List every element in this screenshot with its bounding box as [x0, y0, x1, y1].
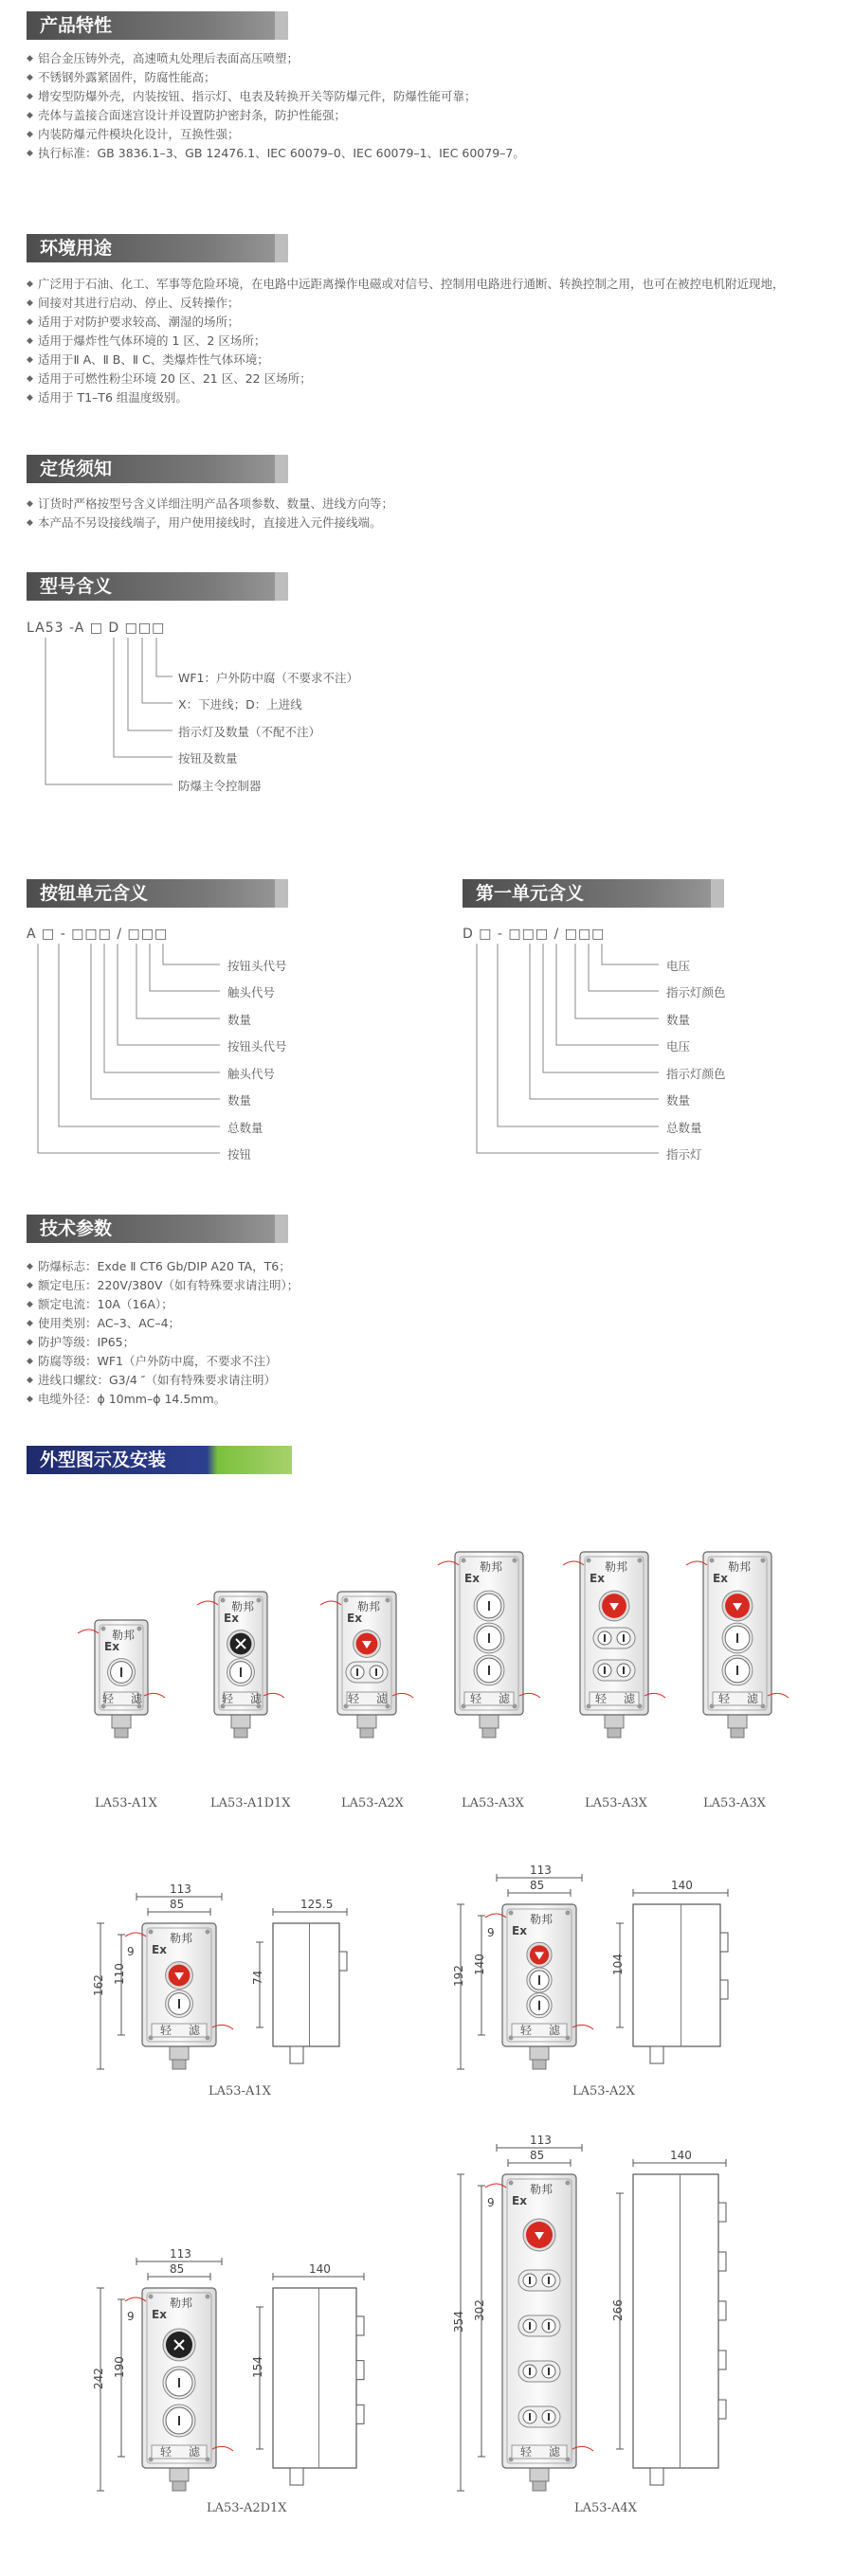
dimension-label: 154 — [251, 2356, 264, 2378]
first-unit-label: 数量 — [666, 1093, 691, 1108]
dimension-label: 113 — [530, 1864, 552, 1877]
dimension-label: 302 — [473, 2299, 486, 2321]
dimension-label: 266 — [611, 2299, 625, 2321]
product-caption: LA53-A3X — [462, 1796, 524, 1810]
dimension-label: 140 — [670, 2149, 692, 2162]
list-item: ◆ 进线口螺纹：G3/4 ″（如有特殊要求请注明） — [27, 1371, 299, 1390]
product-caption: LA53-A1D1X — [210, 1796, 291, 1810]
label-text: 轻 — [222, 1692, 234, 1705]
knob-profile — [339, 1952, 347, 1971]
dimension-label: 190 — [113, 2356, 126, 2378]
drawing-caption: LA53-A2X — [572, 2084, 635, 2099]
label-text: 轻 — [595, 1692, 608, 1705]
cable-gland-icon — [530, 2046, 549, 2060]
section-title-features: 产品特性 — [27, 11, 288, 40]
dimension-label: 9 — [127, 1945, 135, 1958]
dimension-label: 113 — [530, 2134, 552, 2147]
drawing-caption: LA53-A4X — [574, 2501, 637, 2515]
list-item: ◆ 防爆标志：Exde Ⅱ CT6 Gb/DIP A20 TA，T6； — [27, 1257, 299, 1276]
label-text: 滤 — [549, 2024, 561, 2037]
cable-gland-icon — [533, 2060, 546, 2069]
label-text: 滤 — [189, 2024, 201, 2037]
dimension-label: 113 — [170, 2247, 191, 2261]
brand-logo: 勒邦 — [605, 1560, 628, 1574]
list-item: ◆ 内装防爆元件模块化设计，互换性强； — [27, 125, 525, 144]
brand-logo: 勒邦 — [530, 1913, 554, 1926]
first-unit-label: 指示灯颜色 — [666, 985, 726, 1000]
button-unit-label: 按钮 — [227, 1147, 252, 1162]
model-label-inlet: X：下进线；D：上进线 — [178, 697, 302, 712]
model-label-controller: 防爆主令控制器 — [178, 779, 262, 793]
first-unit-label: 指示灯颜色 — [666, 1067, 726, 1081]
button-unit-label: 按钮头代号 — [227, 959, 287, 973]
list-item: ◆ 额定电压：220V/380V（如有特殊要求请注明）； — [27, 1276, 299, 1295]
label-text: 滤 — [131, 1692, 143, 1705]
ex-mark: Ex — [590, 1572, 605, 1585]
button-unit-label: 触头代号 — [227, 985, 276, 1000]
label-text: 轻 — [348, 1692, 360, 1705]
button-unit-label: 按钮头代号 — [227, 1039, 287, 1054]
cable-gland-icon — [172, 2481, 186, 2491]
list-item: ◆ 订货时严格按型号含义详细注明产品各项参数、数量、进线方向等； — [27, 495, 393, 513]
brand-logo: 勒邦 — [170, 1932, 193, 1945]
screw-icon — [149, 2295, 154, 2299]
brand-logo: 勒邦 — [170, 2297, 193, 2310]
ex-mark: Ex — [713, 1572, 728, 1585]
dimension-label: 85 — [170, 1898, 185, 1911]
dimension-label: 85 — [530, 2149, 545, 2162]
product-caption: LA53-A2X — [341, 1796, 404, 1810]
brand-logo: 勒邦 — [112, 1629, 136, 1642]
cable-gland-icon — [172, 2060, 186, 2069]
dimension-label: 140 — [671, 1879, 693, 1892]
ex-mark: Ex — [224, 1612, 239, 1625]
list-item: ◆ 电缆外径：ϕ 10mm–ϕ 14.5mm。 — [27, 1390, 299, 1409]
cable-gland-icon — [650, 2046, 663, 2063]
section-title-button-unit: 按钮单元含义 — [27, 879, 288, 908]
list-item: ◆ 适用于对防护要求较高、潮湿的场所； — [27, 313, 785, 332]
dimension-label: 113 — [170, 1882, 191, 1896]
label-text: 滤 — [250, 1692, 263, 1705]
model-label-button: 按钮及数量 — [178, 751, 238, 766]
first-unit-label: 指示灯 — [666, 1147, 702, 1162]
dimension-label: 140 — [473, 1954, 486, 1975]
ex-mark: Ex — [512, 1924, 527, 1937]
section-title-usage: 环境用途 — [27, 234, 288, 262]
first-unit-code: D □ - □□□ / □□□ — [463, 927, 606, 942]
label-text: 轻 — [102, 1692, 115, 1705]
product-caption: LA53-A1X — [95, 1796, 157, 1810]
label-text: 滤 — [499, 1692, 511, 1705]
list-item: ◆ 本产品不另设接线端子，用户使用接线时，直接进入元件接线端。 — [27, 513, 393, 532]
dimension-label: 110 — [113, 1963, 126, 1985]
model-label-wf1: WF1：户外防中腐（不要求不注） — [178, 671, 359, 685]
ex-mark: Ex — [512, 2194, 527, 2207]
list-item: ◆ 使用类别：AC–3、AC–4； — [27, 1314, 299, 1333]
label-text: 轻 — [520, 2024, 533, 2037]
section-title-tech: 技术参数 — [27, 1215, 288, 1243]
ex-mark: Ex — [104, 1640, 119, 1653]
list-item: ◆ 适用于Ⅱ A、Ⅱ B、Ⅱ C、类爆炸性气体环境； — [27, 351, 785, 369]
cable-gland-icon — [170, 2046, 189, 2060]
dimension-label: 162 — [92, 1974, 105, 1996]
cable-gland-icon — [290, 2468, 303, 2485]
label-text: 轻 — [718, 1692, 731, 1705]
dimension-label: 74 — [251, 1970, 264, 1985]
dimension-label: 192 — [452, 1965, 465, 1987]
label-text: 滤 — [549, 2445, 561, 2459]
side-view-body — [273, 1923, 339, 2046]
knob-profile — [356, 2316, 364, 2335]
knob-profile — [720, 1933, 728, 1952]
first-unit-label: 电压 — [666, 1039, 691, 1054]
button-unit-label: 总数量 — [227, 1121, 263, 1135]
list-item: ◆ 额定电流：10A（16A）； — [27, 1295, 299, 1314]
cable-gland-icon — [170, 2468, 189, 2481]
first-unit-label: 总数量 — [666, 1121, 702, 1135]
cable-gland-icon — [650, 2468, 663, 2485]
first-unit-label: 电压 — [666, 959, 691, 973]
label-text: 轻 — [160, 2445, 172, 2459]
dimension-label: 85 — [530, 1879, 545, 1892]
screw-icon — [566, 1911, 571, 1916]
dimension-label: 9 — [487, 2196, 495, 2209]
label-text: 轻 — [470, 1692, 482, 1705]
button-unit-label: 数量 — [227, 1013, 252, 1027]
drawing-caption: LA53-A1X — [209, 2084, 271, 2099]
cable-gland-icon — [530, 2468, 549, 2481]
screw-icon — [206, 1930, 210, 1935]
button-unit-code: A □ - □□□ / □□□ — [27, 927, 169, 942]
product-caption: LA53-A3X — [703, 1796, 766, 1810]
brand-logo: 勒邦 — [530, 2183, 554, 2196]
list-item: ◆ 不锈钢外露紧固件，防腐性能高； — [27, 68, 525, 87]
screw-icon — [509, 2181, 514, 2186]
label-text: 滤 — [624, 1692, 636, 1705]
model-code: LA53 -A □ D □□□ — [27, 621, 166, 636]
dimension-label: 140 — [309, 2262, 331, 2276]
list-item: ◆ 适用于爆炸性气体环境的 1 区、2 区场所； — [27, 332, 785, 351]
dimension-label: 354 — [452, 2311, 465, 2333]
list-item: ◆ 防腐等级：WF1（户外防中腐，不要求不注） — [27, 1352, 299, 1371]
dimension-label: 242 — [92, 2368, 105, 2389]
knob-profile — [718, 2203, 726, 2222]
list-item-continued: 间接对其进行启动、停止、反转操作； — [38, 296, 240, 310]
screw-icon — [566, 2181, 571, 2186]
knob-profile — [356, 2405, 364, 2423]
list-item: ◆ 增安型防爆外壳，内装按钮、指示灯、电表及转换开关等防爆元件，防爆性能可靠； — [27, 87, 525, 106]
ex-mark: Ex — [152, 1943, 167, 1956]
knob-profile — [718, 2301, 726, 2320]
first-unit-label: 数量 — [666, 1013, 691, 1027]
knob-profile — [718, 2351, 726, 2369]
dimension-label: 9 — [127, 2310, 135, 2323]
button-unit-label: 触头代号 — [227, 1067, 276, 1081]
cable-gland-icon — [533, 2481, 546, 2491]
section-title-outline: 外型图示及安装 — [27, 1446, 292, 1474]
brand-logo: 勒邦 — [231, 1600, 255, 1613]
list-item: ◆ 铝合金压铸外壳，高速喷丸处理后表面高压喷塑； — [27, 49, 525, 68]
list-item: ◆ 执行标准：GB 3836.1–3、GB 12476.1、IEC 60079–0、IEC 60079–1、IEC 60079–7。 — [27, 144, 525, 163]
ex-mark: Ex — [464, 1572, 480, 1585]
side-view-body — [633, 2174, 718, 2468]
brand-logo: 勒邦 — [480, 1560, 503, 1574]
dimension-label: 85 — [170, 2262, 185, 2276]
cable-gland-icon — [290, 2046, 303, 2063]
ex-mark: Ex — [347, 1612, 362, 1625]
list-item: ◆ 广泛用于石油、化工、军事等危险环境，在电路中远距离操作电磁或对信号、控制用电路进行通断、转换控制之用，也可在被控电机附近现地， — [27, 275, 785, 294]
button-unit-label: 数量 — [227, 1093, 252, 1108]
product-caption: LA53-A3X — [585, 1796, 647, 1810]
label-text: 滤 — [747, 1692, 759, 1705]
screw-icon — [509, 1911, 514, 1916]
knob-profile — [356, 2361, 364, 2380]
brand-logo: 勒邦 — [357, 1600, 381, 1613]
model-label-indicator: 指示灯及数量（不配不注） — [178, 725, 321, 739]
ex-mark: Ex — [152, 2308, 167, 2321]
label-text: 滤 — [376, 1692, 389, 1705]
list-item: ◆ 壳体与盖接合面迷宫设计并设置防护密封条，防护性能强； — [27, 106, 525, 125]
side-view-body — [633, 1904, 720, 2046]
dimension-label: 125.5 — [300, 1898, 334, 1911]
dimension-label: 104 — [611, 1954, 625, 1975]
list-item: ◆ 防护等级：IP65； — [27, 1333, 299, 1352]
screw-icon — [206, 2295, 210, 2299]
label-text: 滤 — [189, 2445, 201, 2459]
side-view-body — [273, 2288, 356, 2468]
list-item: ◆ 适用于可燃性粉尘环境 20 区、21 区、22 区场所； — [27, 369, 785, 388]
brand-logo: 勒邦 — [728, 1560, 752, 1574]
label-text: 轻 — [520, 2445, 533, 2459]
knob-profile — [718, 2400, 726, 2419]
knob-profile — [720, 1980, 728, 1999]
drawing-caption: LA53-A2D1X — [207, 2501, 287, 2515]
list-item: ◆ 适用于 T1–T6 组温度级别。 — [27, 388, 785, 407]
dimension-label: 9 — [487, 1926, 495, 1939]
screw-icon — [149, 1930, 154, 1935]
section-title-model: 型号含义 — [27, 572, 288, 601]
section-title-ordering: 定货须知 — [27, 455, 288, 483]
section-title-first-unit: 第一单元含义 — [463, 879, 724, 908]
label-text: 轻 — [160, 2024, 172, 2037]
knob-profile — [718, 2252, 726, 2271]
